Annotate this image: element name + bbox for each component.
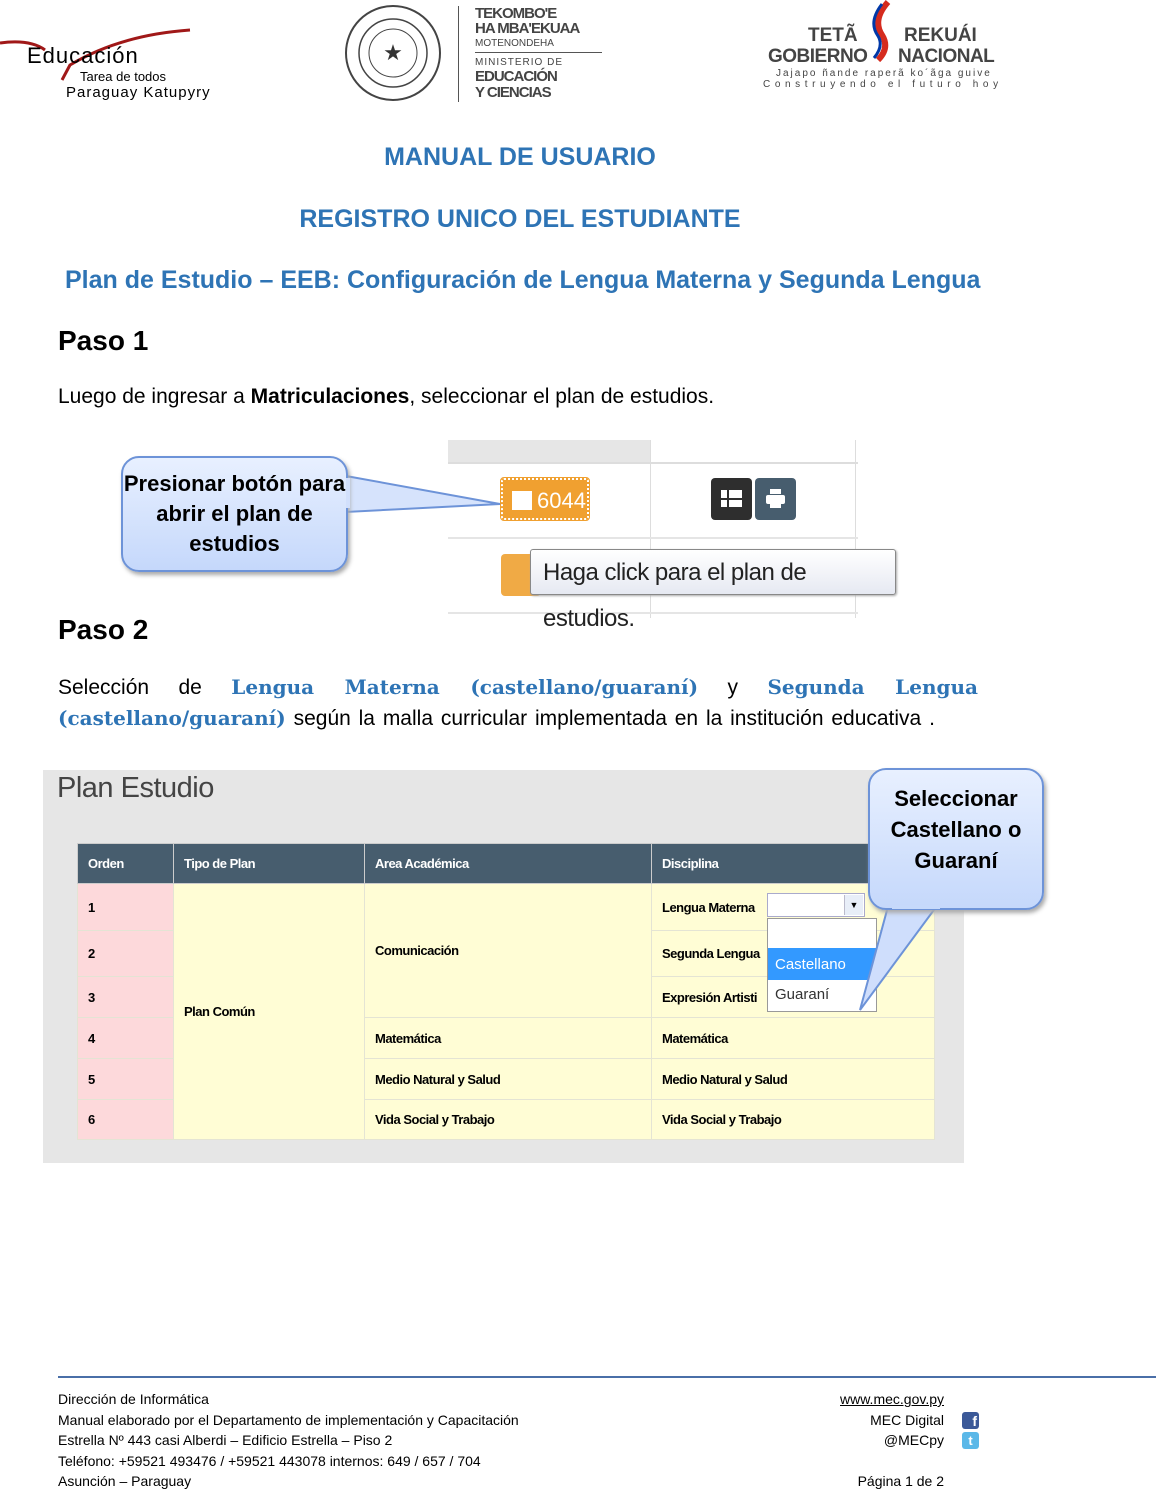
logo-gobierno bbox=[760, 0, 1030, 100]
logo-text: Tarea de todos bbox=[80, 69, 167, 84]
step1-screenshot bbox=[448, 440, 858, 632]
system-title: REGISTRO UNICO DEL ESTUDIANTE bbox=[299, 205, 741, 233]
callout-pointer bbox=[850, 895, 960, 1020]
logo-text: MINISTERIO DE bbox=[475, 57, 564, 68]
cell-area: Matemática bbox=[365, 1018, 652, 1059]
footer-line: Estrella Nº 443 casi Alberdi – Edificio Estrella – Piso 2 bbox=[58, 1432, 393, 1448]
cell-orden: 6 bbox=[78, 1100, 174, 1140]
footer-right bbox=[840, 1389, 944, 1490]
text: y bbox=[698, 676, 768, 699]
highlight-text: Segunda Lengua (castellano/guaraní) bbox=[58, 675, 978, 730]
footer-line: Dirección de Informática bbox=[58, 1391, 209, 1407]
plan-estudio-button[interactable] bbox=[501, 478, 589, 520]
plan-id: 6044 bbox=[537, 488, 586, 513]
option-guarani[interactable]: Guaraní bbox=[775, 986, 830, 1003]
option-castellano[interactable]: Castellano bbox=[768, 948, 876, 980]
text: según la malla curricular implementada en la institución educativa . bbox=[285, 707, 935, 730]
column-header: Disciplina bbox=[652, 844, 935, 884]
tooltip: Haga click para el plan de estudios. bbox=[530, 549, 896, 595]
view-button[interactable] bbox=[711, 478, 752, 520]
table-icon bbox=[512, 491, 532, 510]
cell-orden: 5 bbox=[78, 1059, 174, 1100]
bold-text: Matriculaciones bbox=[250, 385, 410, 408]
cell-area: Comunicación bbox=[365, 884, 652, 1018]
flag-ribbon-icon bbox=[868, 0, 898, 62]
page-number: Página 1 de 2 bbox=[857, 1473, 944, 1489]
cell-area: Vida Social y Trabajo bbox=[365, 1100, 652, 1140]
step2-text bbox=[58, 672, 978, 734]
cell-orden: 3 bbox=[78, 977, 174, 1018]
logo-text: GOBIERNO bbox=[768, 46, 868, 67]
print-button[interactable] bbox=[755, 478, 796, 520]
highlight-text: Lengua Materna (castellano/guaraní) bbox=[231, 675, 699, 699]
logo-text: MOTENONDEHA bbox=[475, 38, 554, 49]
table-header bbox=[78, 844, 935, 884]
footer-left bbox=[58, 1389, 519, 1490]
logo-text: TEKOMBO'E bbox=[475, 5, 557, 22]
cell-tipo: Plan Común bbox=[174, 884, 365, 1140]
column-header: Orden bbox=[78, 844, 174, 884]
footer-line: Asunción – Paraguay bbox=[58, 1473, 192, 1489]
cell-disciplina: Expresión Artisti bbox=[652, 977, 935, 1018]
chevron-down-icon[interactable]: ▼ bbox=[844, 895, 863, 915]
callout-pointer bbox=[340, 470, 510, 520]
callout-step1 bbox=[121, 456, 348, 572]
callout-text: Presionar botón para abrir el plan de estudios bbox=[123, 471, 346, 556]
logo-text: HA MBA'EKUAA bbox=[475, 20, 580, 37]
text: Selección de bbox=[58, 676, 232, 699]
twitter-label: @MECpy bbox=[883, 1432, 944, 1448]
section-title: Plan de Estudio – EEB: Configuración de Lengua Materna y Segunda Lengua bbox=[65, 266, 981, 294]
facebook-icon[interactable]: f bbox=[962, 1412, 979, 1429]
logo-text: Y CIENCIAS bbox=[475, 84, 551, 101]
text: , seleccionar el plan de estudios. bbox=[409, 385, 715, 408]
logo-text: Paraguay Katupyry bbox=[66, 84, 211, 101]
logo-text: NACIONAL bbox=[898, 46, 995, 67]
cell-disciplina: Matemática bbox=[652, 1018, 935, 1059]
step1-text bbox=[58, 385, 714, 409]
logo-educacion bbox=[0, 25, 260, 105]
manual-title: MANUAL DE USUARIO bbox=[384, 143, 656, 171]
footer-rule bbox=[58, 1376, 1156, 1378]
cell-disciplina: Lengua Materna bbox=[652, 884, 935, 931]
column-header: Area Académica bbox=[365, 844, 652, 884]
cell-orden: 1 bbox=[78, 884, 174, 931]
logo-text: TETÃ bbox=[808, 25, 858, 46]
column-header: Tipo de Plan bbox=[174, 844, 365, 884]
cell-orden: 4 bbox=[78, 1018, 174, 1059]
twitter-icon[interactable]: t bbox=[962, 1432, 979, 1449]
cell-disciplina: Segunda Lengua bbox=[652, 931, 935, 977]
logo-text: EDUCACIÓN bbox=[475, 68, 557, 85]
cell-disciplina: Medio Natural y Salud bbox=[652, 1059, 935, 1100]
logo-text: REKUÁI bbox=[904, 25, 977, 46]
logo-text: Jajapo ñande raperã ko´ãga guive bbox=[776, 68, 992, 79]
logo-text: Educación bbox=[27, 43, 139, 68]
callout-text: Seleccionar Castellano o Guaraní bbox=[890, 786, 1022, 873]
facebook-label: MEC Digital bbox=[870, 1411, 944, 1428]
logo-text: Construyendo el futuro hoy bbox=[763, 79, 1003, 90]
footer-line: Manual elaborado por el Departamento de implementación y Capacitación bbox=[58, 1411, 519, 1428]
cell-disciplina: Vida Social y Trabajo bbox=[652, 1100, 935, 1140]
text: Luego de ingresar a bbox=[58, 385, 251, 408]
panel-title: Plan Estudio bbox=[57, 772, 214, 804]
step1-heading: Paso 1 bbox=[58, 325, 149, 356]
logo-ministerio bbox=[344, 4, 614, 104]
cell-area: Medio Natural y Salud bbox=[365, 1059, 652, 1100]
cell-orden: 2 bbox=[78, 931, 174, 977]
svg-text:★: ★ bbox=[383, 40, 403, 65]
footer-line: Teléfono: +59521 493476 / +59521 443078 internos: 649 / 657 / 704 bbox=[58, 1452, 481, 1469]
callout-step2 bbox=[868, 768, 1044, 910]
website-link[interactable]: www.mec.gov.py bbox=[840, 1391, 944, 1407]
step2-heading: Paso 2 bbox=[58, 614, 149, 645]
seal-icon bbox=[344, 4, 442, 102]
